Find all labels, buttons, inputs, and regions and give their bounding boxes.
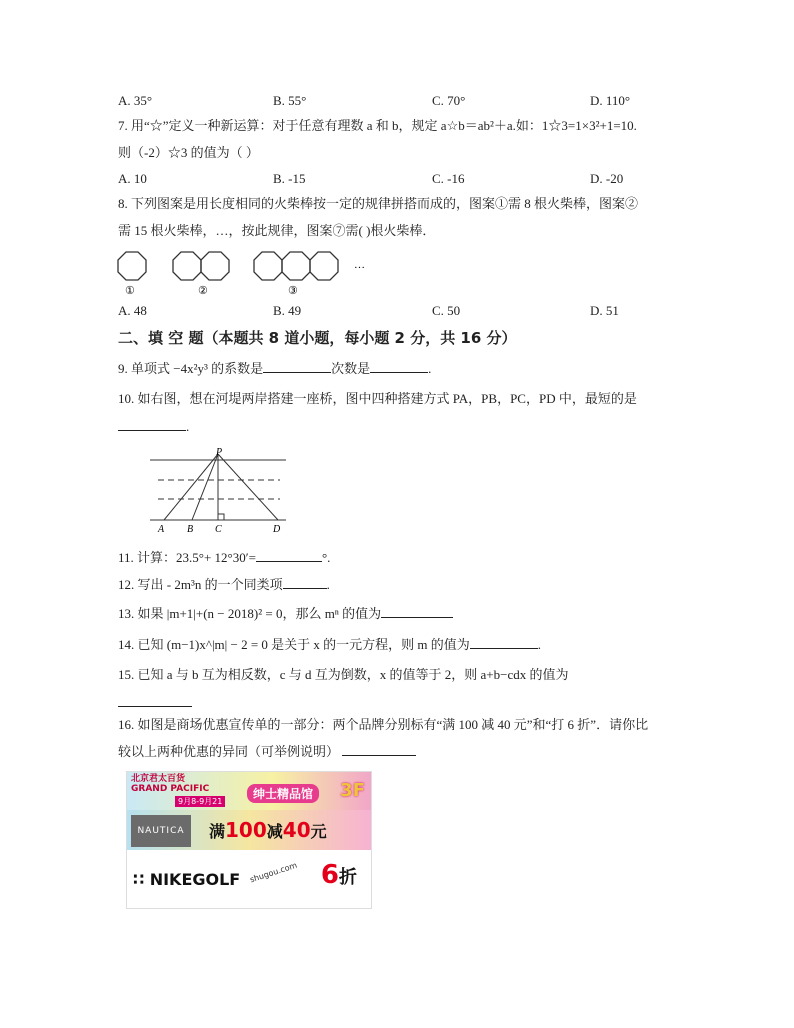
q14-blank[interactable] [470, 636, 538, 649]
octagon-2a [173, 252, 201, 280]
q10-answer-line [118, 418, 189, 435]
q10-question: 10. 如右图，想在河堤两岸搭建一座桥，图中四种搭建方式 PA，PB，PC，PD 中，最短的是 [118, 391, 637, 406]
q11-blank[interactable] [256, 549, 322, 562]
q12-text-a: 12. 写出 - 2m³n 的一个同类项 [118, 577, 283, 592]
bridge-figure [140, 444, 300, 536]
q6-option-a: A. 35° [118, 93, 153, 108]
octagon-3b [282, 252, 310, 280]
nikegolf-logo: ∷ NIKEGOLF [133, 870, 241, 889]
nautica-logo: NAUTICA [131, 815, 191, 847]
q9-text-a: 9. 单项式 −4x²y³ 的系数是 [118, 361, 264, 376]
q16-text: 较以上两种优惠的异同（可举例说明） [118, 744, 340, 759]
fig-label-3: ③ [288, 285, 298, 297]
floor-label: 3F [340, 780, 365, 801]
q8-option-b: B. 49 [273, 303, 302, 318]
store-logo: 北京君太百货 GRAND PACIFIC [131, 774, 210, 794]
q16-question: 16. 如图是商场优惠宣传单的一部分：两个品牌分别标有“满 100 减 40 元”和“打 6 折”．请你比 [118, 717, 649, 732]
q7-option-b: B. -15 [273, 171, 306, 186]
label-b: B [187, 524, 194, 535]
q13-text-a: 13. 如果 |m+1|+(n − 2018)² = 0，那么 mⁿ 的值为 [118, 606, 382, 621]
q7-question-cont: 则（-2）☆3 的值为（ ） [118, 145, 259, 160]
q7-option-a: A. 10 [118, 171, 147, 186]
octagon-1 [118, 252, 146, 280]
q15-blank[interactable] [118, 694, 192, 707]
nike-discount: 6折 [320, 860, 357, 890]
q7-question: 7. 用“☆”定义一种新运算：对于任意有理数 a 和 b，规定 a☆b＝ab²＋a.如：1☆3=1×3²+1=10. [118, 118, 637, 133]
q9-question [118, 360, 431, 377]
q13-blank[interactable] [381, 605, 453, 618]
q7-option-d: D. -20 [590, 171, 624, 186]
q11-text-b: °. [321, 550, 331, 565]
matchstick-pattern-figure [114, 248, 374, 298]
q14-question [118, 636, 541, 653]
nautica-offer-row [127, 810, 371, 850]
q9-text-c: . [428, 361, 432, 376]
q13-question [118, 605, 453, 622]
octagon-2b [201, 252, 229, 280]
q15-answer-line [118, 694, 192, 711]
flyer-header [127, 772, 371, 810]
q6-option-d: D. 110° [590, 93, 631, 108]
shop-name: 绅士精品馆 [247, 784, 319, 803]
q8-question: 8. 下列图案是用长度相同的火柴棒按一定的规律拼搭而成的，图案①需 8 根火柴棒，图案② [118, 196, 639, 211]
nautica-offer: 满100减40元 [209, 818, 327, 842]
q8-option-a: A. 48 [118, 303, 147, 318]
q11-question [118, 549, 330, 566]
q8-option-d: D. 51 [590, 303, 619, 318]
octagon-3a [254, 252, 282, 280]
section-heading: 二、填 空 题（本题共 8 道小题，每小题 2 分，共 16 分） [118, 329, 517, 347]
q14-text-a: 14. 已知 (m−1)x^|m| − 2 = 0 是关于 x 的一元方程，则 m 的值为 [118, 637, 470, 652]
date-range: 9月8-9月21 [175, 796, 225, 807]
q6-option-b: B. 55° [273, 93, 307, 108]
promo-flyer-image [126, 771, 372, 909]
q15-question: 15. 已知 a 与 b 互为相反数，c 与 d 互为倒数，x 的值等于 2，则 a+b−cdx 的值为 [118, 667, 569, 682]
fig-label-1: ① [125, 285, 135, 297]
label-d: D [273, 524, 281, 535]
fig-ellipsis: … [354, 259, 365, 271]
q6-option-c: C. 70° [432, 93, 466, 108]
q7-option-c: C. -16 [432, 171, 465, 186]
q10-blank[interactable] [118, 418, 186, 431]
label-a: A [158, 524, 165, 535]
q12-blank[interactable] [283, 576, 327, 589]
q8-question-cont: 需 15 根火柴棒，…，按此规律，图案⑦需( )根火柴棒． [118, 223, 436, 238]
q10-period: . [186, 419, 190, 434]
watermark: shugou.com [248, 860, 299, 885]
q16-question-cont [118, 743, 416, 760]
fig-label-2: ② [198, 285, 208, 297]
q11-text-a: 11. 计算：23.5°+ 12°30′= [118, 550, 256, 565]
label-c: C [215, 524, 222, 535]
label-p: P [216, 447, 223, 458]
q8-option-c: C. 50 [432, 303, 461, 318]
q9-blank-degree[interactable] [370, 360, 428, 373]
q14-text-b: . [537, 637, 542, 652]
q12-question [118, 576, 330, 593]
octagon-3c [310, 252, 338, 280]
q9-text-b: 次数是 [331, 361, 371, 376]
q9-blank-coefficient[interactable] [263, 360, 331, 373]
q16-blank[interactable] [342, 743, 416, 756]
nike-offer-row [127, 854, 371, 908]
q12-text-b: . [326, 577, 330, 592]
